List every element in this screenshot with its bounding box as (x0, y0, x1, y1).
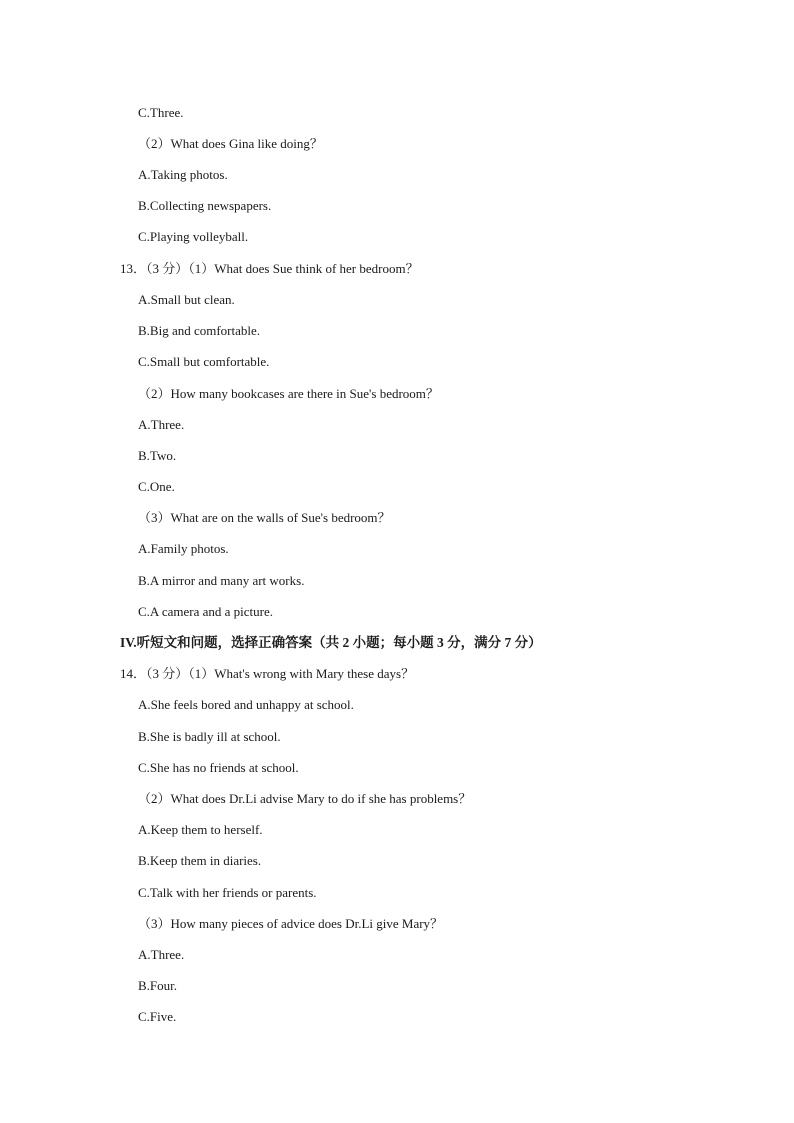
subquestion-2-advice: （2）What does Dr.Li advise Mary to do if she has problems？ (138, 791, 472, 806)
option-b-four: B.Four. (138, 978, 178, 993)
question-13: 13．（3 分）（1）What does Sue think of her bedroom？ (120, 261, 419, 276)
option-c-playing-volleyball: C.Playing volleyball. (138, 229, 249, 244)
option-b-mirror-art-works: B.A mirror and many art works. (138, 573, 305, 588)
option-b-keep-in-diaries: B.Keep them in diaries. (138, 853, 262, 868)
question-14: 14．（3 分）（1）What's wrong with Mary these days？ (120, 666, 415, 681)
subquestion-3-pieces-of-advice: （3）How many pieces of advice does Dr.Li give Mary？ (138, 916, 444, 931)
option-b-collecting-newspapers: B.Collecting newspapers. (138, 198, 272, 213)
option-b-two: B.Two. (138, 448, 177, 463)
subquestion-2-gina: （2）What does Gina like doing？ (138, 136, 323, 151)
option-b-big-and-comfortable: B.Big and comfortable. (138, 323, 261, 338)
option-a-taking-photos: A.Taking photos. (138, 167, 228, 182)
option-a-small-but-clean: A.Small but clean. (138, 292, 235, 307)
option-b-badly-ill: B.She is badly ill at school. (138, 729, 281, 744)
option-c-talk-friends-parents: C.Talk with her friends or parents. (138, 885, 317, 900)
option-a-three-2: A.Three. (138, 947, 185, 962)
option-a-family-photos: A.Family photos. (138, 541, 229, 556)
option-a-keep-to-herself: A.Keep them to herself. (138, 822, 263, 837)
option-a-three: A.Three. (138, 417, 185, 432)
section-heading-iv: IV.听短文和问题，选择正确答案（共 2 小题；每小题 3 分，满分 7 分） (120, 635, 542, 650)
option-c-camera-picture: C.A camera and a picture. (138, 604, 273, 619)
option-c-small-but-comfortable: C.Small but comfortable. (138, 354, 270, 369)
option-c-one: C.One. (138, 479, 175, 494)
option-c-no-friends: C.She has no friends at school. (138, 760, 299, 775)
option-a-bored-unhappy: A.She feels bored and unhappy at school. (138, 697, 354, 712)
subquestion-2-bookcases: （2）How many bookcases are there in Sue's bedroom？ (138, 386, 439, 401)
option-c-three: C.Three. (138, 105, 184, 120)
subquestion-3-walls: （3）What are on the walls of Sue's bedroom？ (138, 510, 391, 525)
option-c-five: C.Five. (138, 1009, 177, 1024)
